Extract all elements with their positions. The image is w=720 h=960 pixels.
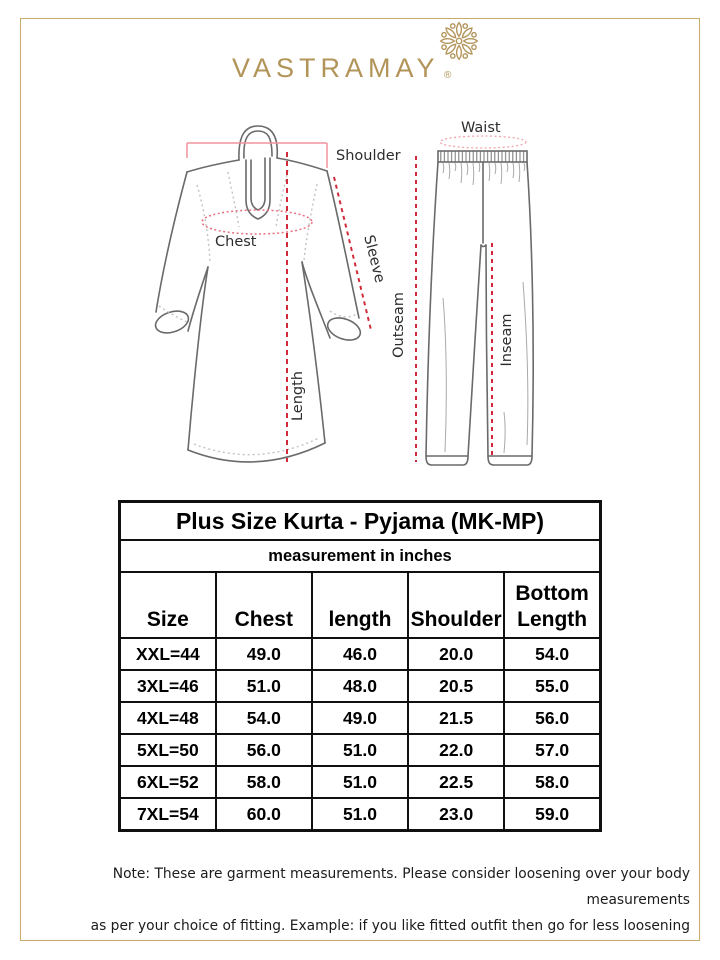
column-header-length: length <box>312 572 408 638</box>
column-header-chest: Chest <box>216 572 312 638</box>
length-cell: 51.0 <box>312 734 408 766</box>
chest-cell: 49.0 <box>216 638 312 670</box>
note-line-2: as per your choice of fitting. Example: if you like fitted outfit then go for less loosening <box>90 918 690 934</box>
bottom-length-cell: 54.0 <box>504 638 600 670</box>
table-title: Plus Size Kurta - Pyjama (MK-MP) <box>120 502 601 541</box>
size-cell: 7XL=54 <box>120 798 216 831</box>
table-title-row <box>120 502 601 541</box>
table-subtitle-row <box>120 540 601 572</box>
table-row <box>120 734 601 766</box>
bottom-length-cell: 55.0 <box>504 670 600 702</box>
column-header-bottom-length: Bottom Length <box>504 572 600 638</box>
table-header-row <box>120 572 601 638</box>
brand-logo-text: VASTRAMAY <box>232 53 440 83</box>
waistband-gathers <box>443 163 525 185</box>
chest-cell: 58.0 <box>216 766 312 798</box>
shoulder-cell: 23.0 <box>408 798 504 831</box>
shoulder-cell: 20.0 <box>408 638 504 670</box>
column-header-shoulder: Shoulder <box>408 572 504 638</box>
size-cell: 5XL=50 <box>120 734 216 766</box>
registered-trademark-symbol: ® <box>444 70 452 81</box>
size-cell: XXL=44 <box>120 638 216 670</box>
table-row <box>120 798 601 831</box>
shoulder-cell: 22.5 <box>408 766 504 798</box>
bottom-length-cell: 56.0 <box>504 702 600 734</box>
bottom-length-cell: 58.0 <box>504 766 600 798</box>
shoulder-cell: 20.5 <box>408 670 504 702</box>
shoulder-cell: 22.0 <box>408 734 504 766</box>
size-chart-table <box>118 500 602 832</box>
shoulder-cell: 21.5 <box>408 702 504 734</box>
table-row <box>120 670 601 702</box>
length-cell: 49.0 <box>312 702 408 734</box>
length-cell: 48.0 <box>312 670 408 702</box>
bottom-length-cell: 57.0 <box>504 734 600 766</box>
inseam-label: Inseam <box>499 313 515 367</box>
size-cell: 3XL=46 <box>120 670 216 702</box>
chest-cell: 56.0 <box>216 734 312 766</box>
length-cell: 46.0 <box>312 638 408 670</box>
length-label: Length <box>290 370 306 422</box>
pyjama-outline <box>426 136 533 465</box>
column-header-size: Size <box>120 572 216 638</box>
chest-cell: 60.0 <box>216 798 312 831</box>
size-cell: 4XL=48 <box>120 702 216 734</box>
chest-cell: 51.0 <box>216 670 312 702</box>
table-subtitle: measurement in inches <box>120 540 601 572</box>
table-row <box>120 638 601 670</box>
outseam-label: Outseam <box>391 292 407 358</box>
chest-label: Chest <box>215 234 257 250</box>
fabric-wrinkles <box>443 282 528 453</box>
bottom-length-cell: 59.0 <box>504 798 600 831</box>
length-cell: 51.0 <box>312 798 408 831</box>
waist-ellipse <box>440 136 526 148</box>
kurta-annotations <box>187 143 371 462</box>
shoulder-label: Shoulder <box>336 148 401 164</box>
sleeve-label: Sleeve <box>360 233 388 285</box>
table-row <box>120 766 601 798</box>
kurta-outline <box>153 126 364 462</box>
note-line-1: Note: These are garment measurements. Please consider loosening over your body measurements <box>112 866 690 908</box>
chest-cell: 54.0 <box>216 702 312 734</box>
chest-ellipse <box>202 210 312 234</box>
size-cell: 6XL=52 <box>120 766 216 798</box>
table-row <box>120 702 601 734</box>
length-cell: 51.0 <box>312 766 408 798</box>
waist-label: Waist <box>461 120 501 136</box>
measurement-note <box>30 861 690 939</box>
waistband <box>438 151 527 162</box>
